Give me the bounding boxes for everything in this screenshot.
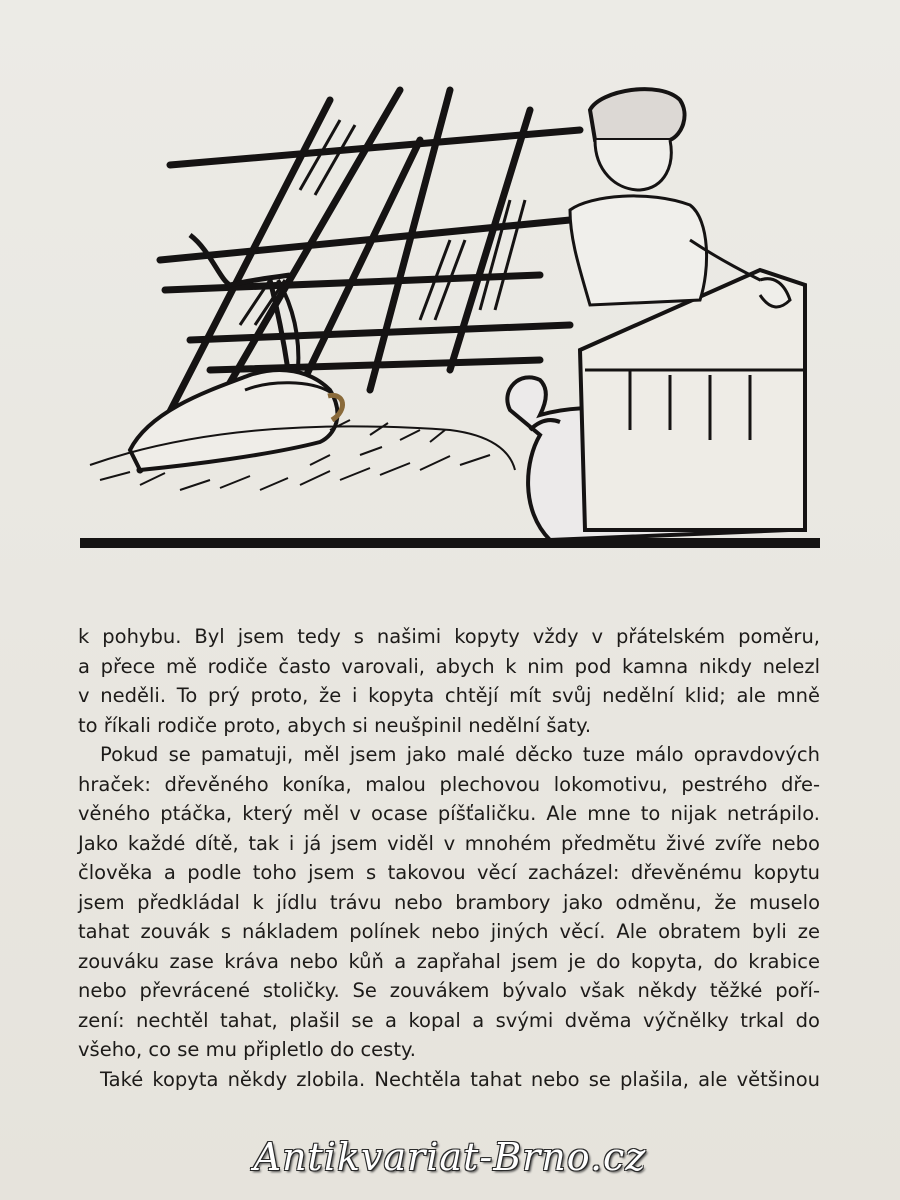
text-line: a přece mě rodiče často varovali, abych k nim pod kamna nikdy nelezl (78, 654, 820, 678)
paragraph-1 (78, 622, 820, 740)
text-line: nebo převrácené stoličky. Se zouvákem bývalo však někdy těžké poří- (78, 979, 820, 1002)
text-line: to říkali rodiče proto, abych si neušpinil nedělní šaty. (78, 713, 592, 737)
text-line: Také kopyta někdy zlobila. Nechtěla tahat nebo se plašila, ale většinou (100, 1067, 820, 1091)
text-line: k pohybu. Byl jsem tedy s našimi kopyty vždy v přátelském poměru, (78, 625, 820, 648)
text-line: zouváku zase kráva nebo kůň a zapřahal jsem je do kopyta, do krabice (78, 949, 820, 973)
body-text (78, 622, 820, 1094)
text-line: všeho, co se mu připletlo do cesty. (78, 1038, 416, 1061)
watermark: Antikvariat-Brno.cz (253, 1135, 647, 1179)
text-line: v neděli. To prý proto, že i kopyta chtějí mít svůj nedělní klid; ale mně (78, 684, 820, 707)
text-line: tahat zouvák s nákladem polínek nebo jiných věcí. Ale obratem byli ze (78, 920, 820, 943)
text-line: věného ptáčka, který měl v ocase píšťaličku. Ale mne to nijak netrápilo. (78, 802, 820, 825)
attic-illustration (70, 70, 830, 560)
text-line: Pokud se pamatuji, měl jsem jako malé děcko tuze málo opravdových (100, 743, 820, 766)
text-line: člověka a podle toho jsem s takovou věcí zacházel: dřevěnému kopytu (78, 861, 820, 884)
text-line: hraček: dřevěného koníka, malou plechovou lokomotivu, pestrého dře- (78, 772, 820, 796)
text-line: Jako každé dítě, tak i já jsem viděl v mnohém předmětu živé zvíře nebo (78, 831, 820, 855)
text-line: jsem předkládal k jídlu trávu nebo brambory jako odměnu, že muselo (78, 890, 820, 914)
paragraph-2 (78, 740, 820, 1065)
paragraph-3 (78, 1065, 820, 1095)
text-line: zení: nechtěl tahat, plašil se a kopal a svými dvěma výčnělky trkal do (78, 1008, 820, 1032)
